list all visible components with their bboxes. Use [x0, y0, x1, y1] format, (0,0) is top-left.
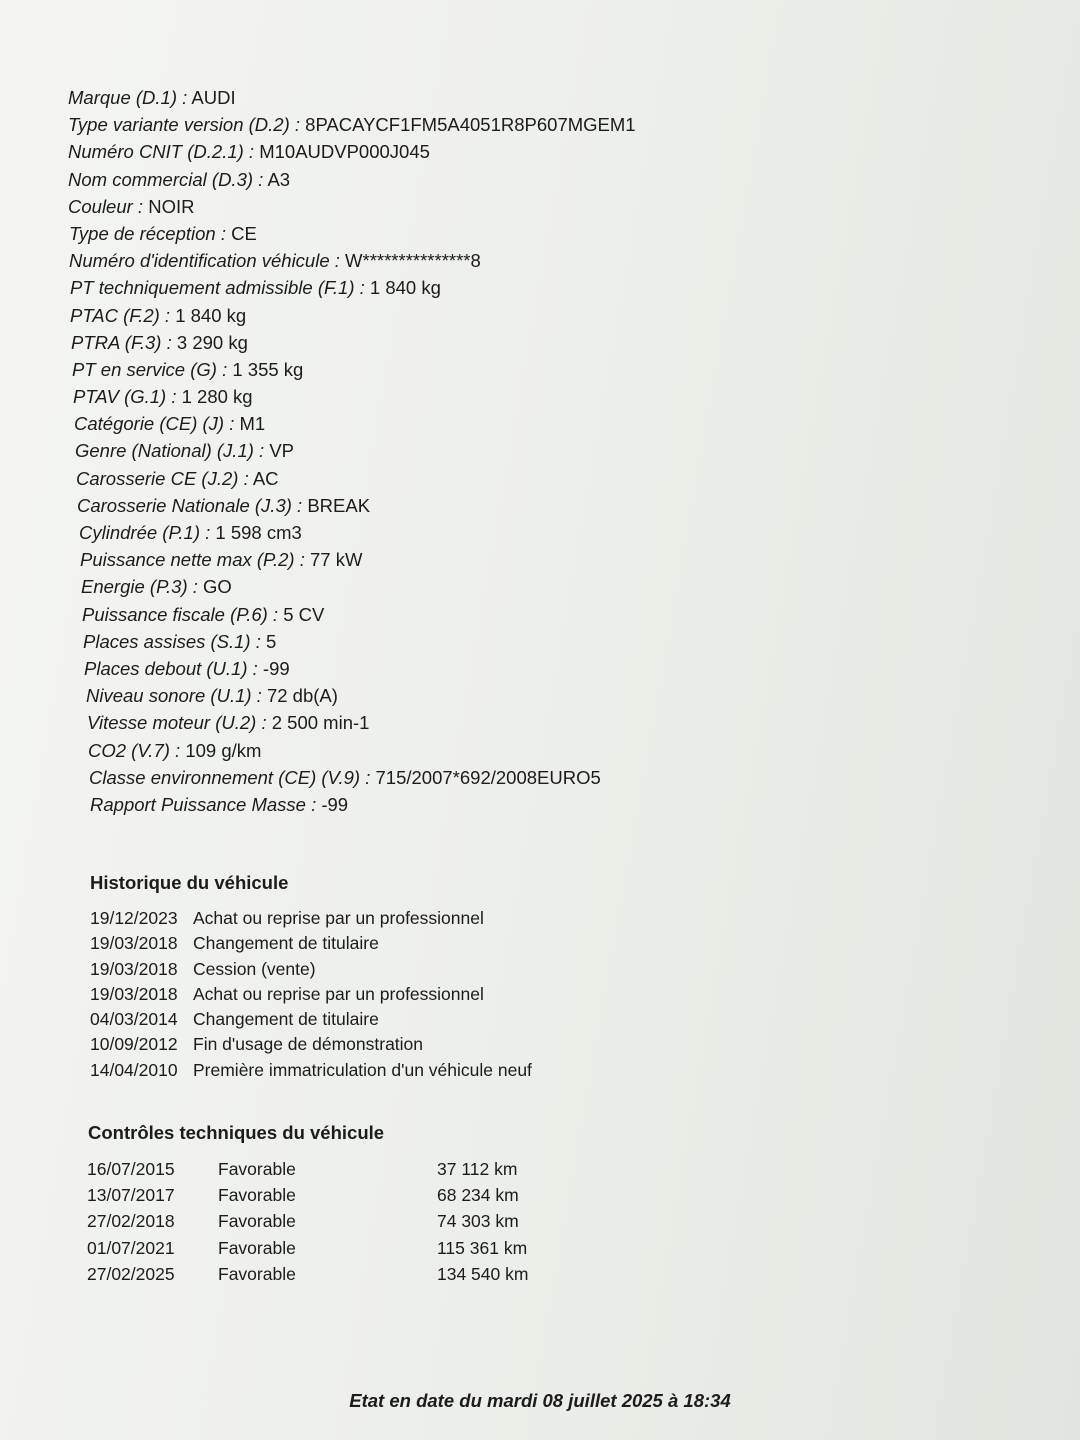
spec-row	[68, 138, 636, 165]
spec-label: Vitesse moteur (U.2) :	[87, 712, 267, 734]
spec-row	[68, 166, 636, 193]
spec-row	[81, 573, 636, 600]
history-event: Première immatriculation d'un véhicule neuf	[193, 1059, 532, 1080]
inspection-date: 01/07/2021	[87, 1237, 175, 1258]
history-event: Achat ou reprise par un professionnel	[193, 908, 484, 928]
spec-value: BREAK	[307, 494, 371, 516]
spec-label: Classe environnement (CE) (V.9) :	[89, 766, 371, 788]
spec-row	[69, 247, 636, 274]
inspection-row	[87, 1235, 528, 1261]
inspection-row	[87, 1156, 528, 1182]
history-event: Changement de titulaire	[193, 933, 379, 954]
history-date: 19/03/2018	[90, 958, 178, 979]
history-row	[90, 1007, 532, 1032]
spec-label: Couleur :	[68, 195, 144, 217]
history-row	[90, 906, 532, 931]
spec-row	[68, 193, 636, 220]
inspection-date: 27/02/2018	[87, 1211, 175, 1232]
inspection-mileage: 74 303 km	[437, 1211, 519, 1232]
spec-label: PT en service (G) :	[72, 358, 228, 380]
spec-label: PTAV (G.1) :	[73, 386, 177, 408]
spec-value: 5 CV	[283, 603, 325, 625]
spec-value: 72 db(A)	[266, 685, 338, 707]
spec-row	[83, 628, 636, 655]
spec-row	[69, 220, 636, 247]
spec-label: PTAC (F.2) :	[70, 304, 171, 326]
history-row	[90, 931, 532, 956]
spec-value: -99	[321, 793, 349, 815]
inspections-list	[87, 1156, 528, 1287]
inspection-row	[87, 1261, 528, 1287]
spec-label: Marque (D.1) :	[68, 87, 188, 108]
spec-label: Places debout (U.1) :	[84, 657, 258, 679]
spec-row	[76, 465, 636, 492]
inspection-date: 16/07/2015	[87, 1159, 175, 1179]
history-date: 04/03/2014	[90, 1009, 178, 1030]
inspection-date: 13/07/2017	[87, 1185, 175, 1206]
inspection-date: 27/02/2025	[87, 1263, 175, 1284]
spec-label: Nom commercial (D.3) :	[68, 168, 264, 190]
inspections-title: Contrôles techniques du véhicule	[88, 1122, 385, 1143]
history-date: 14/04/2010	[90, 1059, 178, 1080]
history-event: Achat ou reprise par un professionnel	[193, 983, 484, 1004]
spec-label: PTRA (F.3) :	[71, 331, 172, 353]
spec-value: AC	[252, 467, 279, 489]
spec-label: PT techniquement admissible (F.1) :	[70, 277, 365, 299]
spec-value: 1 840 kg	[175, 304, 247, 326]
spec-label: Type de réception :	[69, 222, 226, 244]
report-date-footer: Etat en date du mardi 08 juillet 2025 à 18:34	[349, 1390, 731, 1411]
spec-label: Niveau sonore (U.1) :	[86, 685, 262, 707]
spec-value: 1 840 kg	[369, 277, 441, 299]
spec-value: CE	[231, 222, 257, 244]
spec-label: Numéro d'identification véhicule :	[69, 250, 340, 272]
history-title: Historique du véhicule	[90, 872, 289, 893]
spec-value: 1 355 kg	[232, 358, 304, 380]
spec-value: 5	[266, 630, 277, 652]
spec-value: VP	[269, 440, 295, 462]
history-row	[90, 1032, 532, 1057]
inspection-mileage: 134 540 km	[437, 1263, 529, 1284]
spec-value: 715/2007*692/2008EURO5	[375, 766, 601, 788]
history-row	[90, 1058, 532, 1083]
spec-row	[70, 274, 636, 301]
spec-row	[68, 84, 636, 111]
spec-row	[70, 302, 636, 329]
vehicle-specs	[68, 84, 636, 818]
spec-value: W***************8	[345, 250, 481, 272]
spec-value: NOIR	[148, 195, 195, 217]
spec-row	[68, 111, 636, 138]
inspection-row	[87, 1208, 528, 1234]
spec-value: M10AUDVP000J045	[259, 141, 430, 163]
spec-row	[79, 519, 636, 546]
history-date: 19/03/2018	[90, 983, 178, 1004]
spec-label: CO2 (V.7) :	[88, 739, 181, 761]
spec-row	[72, 356, 636, 383]
spec-row	[77, 492, 636, 519]
inspection-result: Favorable	[218, 1185, 296, 1206]
spec-value: AUDI	[191, 87, 236, 108]
inspection-mileage: 68 234 km	[437, 1185, 519, 1206]
spec-label: Type variante version (D.2) :	[68, 114, 301, 136]
spec-row	[89, 764, 636, 791]
spec-label: Places assises (S.1) :	[83, 630, 261, 652]
history-date: 19/12/2023	[90, 908, 178, 928]
history-row	[90, 957, 532, 982]
spec-row	[71, 329, 636, 356]
spec-row	[80, 546, 636, 573]
history-date: 10/09/2012	[90, 1034, 178, 1055]
history-event: Cession (vente)	[193, 958, 316, 979]
spec-value: 2 500 min-1	[271, 712, 370, 734]
spec-row	[90, 791, 636, 818]
spec-row	[75, 437, 636, 464]
inspection-result: Favorable	[218, 1211, 296, 1232]
history-list	[90, 906, 532, 1083]
spec-row	[86, 682, 636, 709]
spec-row	[87, 709, 636, 736]
spec-value: 1 280 kg	[181, 386, 253, 408]
spec-label: Rapport Puissance Masse :	[90, 793, 317, 815]
spec-label: Carosserie CE (J.2) :	[76, 467, 249, 489]
spec-value: 77 kW	[310, 549, 363, 571]
spec-row	[88, 737, 636, 764]
spec-label: Puissance fiscale (P.6) :	[82, 603, 279, 625]
spec-row	[84, 655, 636, 682]
inspection-result: Favorable	[218, 1263, 296, 1284]
spec-row	[82, 601, 636, 628]
spec-label: Numéro CNIT (D.2.1) :	[68, 141, 255, 163]
spec-value: -99	[262, 657, 290, 679]
spec-row	[74, 410, 636, 437]
spec-label: Genre (National) (J.1) :	[75, 440, 265, 462]
spec-value: GO	[203, 576, 232, 598]
spec-label: Carosserie Nationale (J.3) :	[77, 494, 303, 516]
history-event: Fin d'usage de démonstration	[193, 1034, 424, 1055]
inspection-result: Favorable	[218, 1237, 296, 1258]
spec-value: 8PACAYCF1FM5A4051R8P607MGEM1	[305, 114, 636, 136]
history-event: Changement de titulaire	[193, 1009, 379, 1030]
spec-label: Catégorie (CE) (J) :	[74, 413, 235, 435]
inspection-mileage: 115 361 km	[437, 1237, 528, 1258]
spec-label: Energie (P.3) :	[81, 576, 198, 598]
spec-label: Puissance nette max (P.2) :	[80, 549, 305, 571]
spec-label: Cylindrée (P.1) :	[79, 522, 211, 543]
spec-value: M1	[239, 413, 266, 435]
spec-value: A3	[267, 168, 291, 190]
history-row	[90, 982, 532, 1007]
spec-value: 3 290 kg	[176, 331, 248, 353]
spec-value: 1 598 cm3	[215, 522, 302, 543]
inspection-mileage: 37 112 km	[437, 1159, 518, 1179]
spec-row	[73, 383, 636, 410]
history-date: 19/03/2018	[90, 933, 178, 954]
spec-value: 109 g/km	[185, 739, 262, 761]
inspection-result: Favorable	[218, 1159, 296, 1179]
inspection-row	[87, 1182, 528, 1208]
